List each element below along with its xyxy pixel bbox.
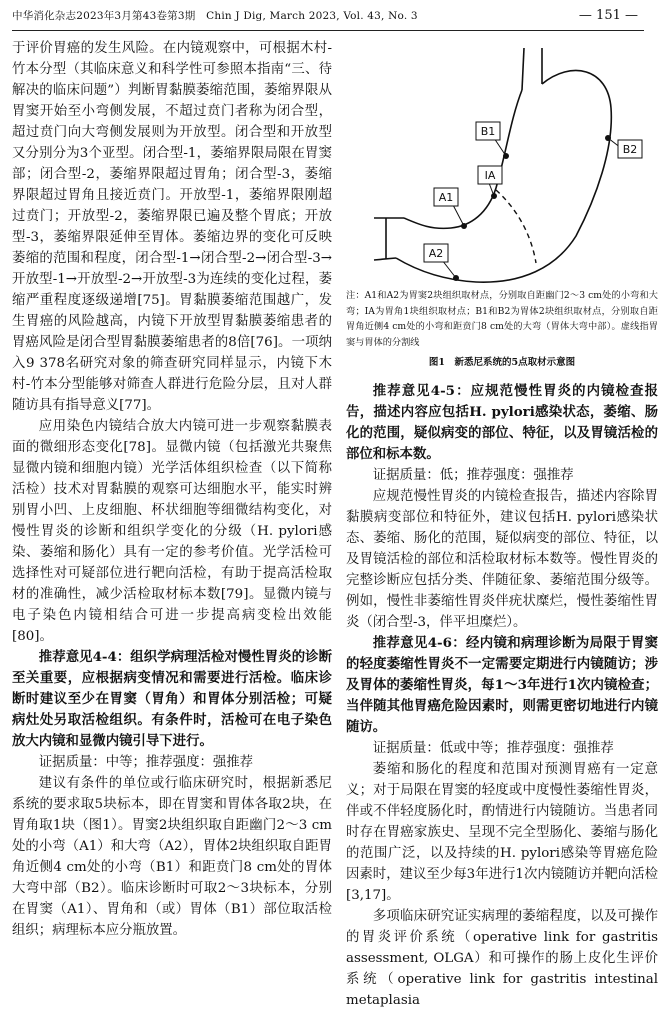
esophagus-left-wall	[522, 48, 524, 90]
ia-leader	[489, 183, 494, 196]
journal-header: 中华消化杂志2023年3月第43卷第3期 Chin J Dig, March 2023, Vol. 43, No. 3	[12, 10, 418, 22]
figure-stomach-diagram	[346, 38, 658, 284]
paragraph: 萎缩和肠化的程度和范围对预测胃癌有一定意义；对于局限在胃窦的轻度或中度慢性萎缩性胃炎，伴或不伴轻度肠化时，酌情进行内镜随访。当患者同时存在胃癌家族史、呈现不完全型肠化、萎缩与肠化的范围广泛，以及持续的H. pylori感染等胃癌危险因素时，建议至少每3年进行1次内镜随访并靶向活检[3,17]。	[346, 762, 658, 903]
b2-label: B2	[622, 143, 638, 156]
stomach-sampling-diagram	[346, 38, 658, 284]
recommendation-4-6: 推荐意见4-6：经内镜和病理诊断为局限于胃窦的轻度萎缩性胃炎不一定需要定期进行内镜随访；涉及胃体的萎缩性胃炎，每1～3年进行1次内镜检查；当伴随其他胃癌危险因素时，则需更密切地进行内镜随访。	[346, 635, 658, 735]
duodenum-lower	[374, 258, 396, 260]
paragraph: 建议有条件的单位或行临床研究时，根据新悉尼系统的要求取5块标本，即在胃窦和胃体各取2块，在胃角取1块（图1）。胃窦2块组织取自距幽门2～3 cm处的小弯（A1）和大弯（A2），胃体2块组织取自距胃角近侧4 cm处的小弯（B1）和距贲门8 cm处的胃体大弯中部（B2）。临床诊断时可取2～3块标本，分别在胃窦（A1）、胃角和（或）胃体（B1）部位取活检组织；病理标本应分瓶放置。	[12, 776, 332, 938]
recommendation-4-4: 推荐意见4-4：组织学病理活检对慢性胃炎的诊断至关重要，应根据病变情况和需要进行活检。临床诊断时建议至少在胃窦（胃角）和胃体分别活检；可疑病灶处另取活检组织。有条件时，活检可在电子染色放大内镜和显微内镜引导下进行。	[12, 649, 332, 749]
header-rule	[12, 30, 644, 31]
evidence-quality: 证据质量：中等；推荐强度：强推荐	[38, 755, 254, 770]
b1-label: B1	[480, 125, 496, 138]
left-column	[12, 38, 332, 941]
paragraph: 应用染色内镜结合放大内镜可进一步观察黏膜表面的微细形态变化[78]。显微内镜（包括激光共聚焦显微内镜和细胞内镜）光学活体组织检查（以下简称活检）技术对胃黏膜的观察可达细胞水平，能实时辨别胃小凹、上皮细胞、杯状细胞等细微结构变化，对慢性胃炎的诊断和组织学变化的分级（H. pylori感染、萎缩和肠化）具有一定的参考价值。光学活检可选择性对可疑部位进行靶向活检，有助于提高活检取材的准确性，减少活检取材标本数[79]。显微内镜与电子染色内镜相结合可进一步提高病变检出效能[80]。	[12, 419, 332, 644]
a2-label: A2	[428, 247, 444, 260]
paragraph: 多项临床研究证实病理的萎缩程度，以及可操作的胃炎评价系统（operative link for gastritis assessment, OLGA）和可操作的肠上皮化生评价系统（operative link for gastritis intestinal metaplasia	[346, 909, 658, 1008]
a2-leader	[442, 260, 456, 278]
figure-note: 注：A1和A2为胃窦2块组织取材点，分别取自距幽门2～3 cm处的小弯和大弯；IA为胃角1块组织取材点；B1和B2为胃体2块组织取材点，分别取自距胃角近侧4 cm处的小弯和距贲门8 cm处的大弯（胃体大弯中部）。虚线指胃窦与胃体的分割线	[346, 290, 658, 348]
figure-title: 图1 新悉尼系统的5点取材示意图	[428, 357, 576, 368]
recommendation-4-5: 推荐意见4-5：应规范慢性胃炎的内镜检查报告，描述内容应包括H. pylori感染状态，萎缩、肠化的范围，疑似病变的部位、特征，以及胃镜活检的部位和标本数。	[346, 383, 658, 462]
a1-label: A1	[438, 191, 454, 204]
antrum-body-divider	[496, 190, 536, 263]
b1-leader	[494, 138, 506, 156]
right-column	[346, 38, 658, 1011]
evidence-quality: 证据质量：低或中等；推荐强度：强推荐	[372, 741, 614, 756]
evidence-quality: 证据质量：低；推荐强度：强推荐	[372, 468, 574, 483]
lesser-curvature	[404, 90, 522, 228]
paragraph: 于评价胃癌的发生风险。在内镜观察中，可根据木村-竹本分型（其临床意义和科学性可参照本指南“三、待解决的临床问题”）判断胃黏膜萎缩范围，萎缩界限从胃窦开始至小弯侧发展，不超过贲门者称为闭合型，超过贲门向大弯侧发展则为开放型。闭合型和开放型又分别分为3个亚型。闭合型-1，萎缩界限局限在胃窦部；闭合型-2，萎缩界限超过胃角；闭合型-3，萎缩界限超过胃角且接近贲门。开放型-1，萎缩界限刚超过贲门；开放型-2，萎缩界限已遍及整个胃底；开放型-3，萎缩界限延伸至胃体。萎缩边界的变化可反映萎缩的范围和程度，闭合型-1→闭合型-2→闭合型-3→开放型-1→开放型-2→开放型-3为连续的变化过程，萎缩严重程度逐级递增[75]。胃黏膜萎缩范围越广，发生胃癌的风险越高，内镜下开放型胃黏膜萎缩患者的胃癌风险是闭合型胃黏膜萎缩患者的8倍[76]。一项纳入9 378名研究对象的筛查研究同样显示，内镜下木村-竹本分型能够对筛查人群进行危险分层，且对人群随访具有指导意义[77]。	[12, 41, 332, 413]
paragraph: 应规范慢性胃炎的内镜检查报告，描述内容除胃黏膜病变部位和特征外，建议包括H. pylori感染状态、萎缩、肠化的范围，疑似病变的部位、特征，以及胃镜活检的部位和活检取材标本数等。慢性胃炎的完整诊断应包括分类、伴随征象、萎缩范围分级等。例如，慢性非萎缩性胃炎伴疣状糜烂，慢性萎缩性胃炎（闭合型-3，伴平坦糜烂）。	[346, 489, 658, 630]
ia-label: IA	[484, 169, 496, 182]
page-number: — 151 —	[578, 8, 638, 23]
